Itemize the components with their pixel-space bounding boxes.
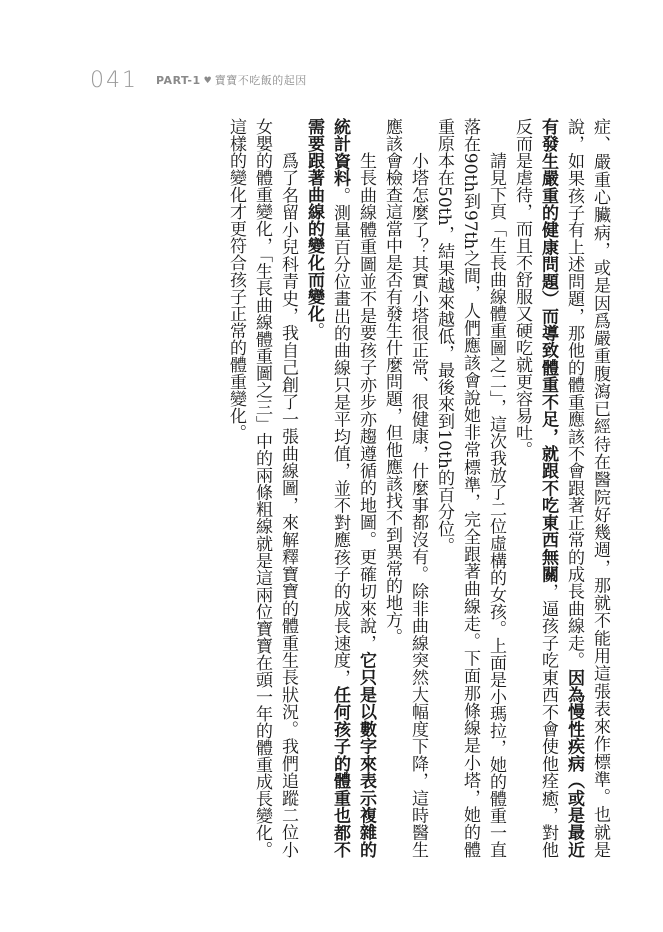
text-run: 請見下頁「生長曲線體重圖之二」，這次我放了二位虛構的女孩。上面是小瑪拉，她的體重一直落在90th到97th之間，人們應該會說她非常標準，完全跟著曲線走。下面那條線是小塔，她的體重原本在50th，結果越來越低，最後來到10th的百分位。: [434, 118, 506, 858]
paragraph: [431, 118, 509, 858]
bold-text-run: 因為慢性疾病（或是最近有發生嚴重的健康問題）而導致體重不足，就跟不吃東西無關: [538, 118, 584, 859]
bold-text-run: 任何孩子的體重也都不需要跟著曲線的變化而變化: [304, 118, 350, 859]
bold-text-run: 它只是以數字來表示複雜的統計資料: [330, 118, 376, 859]
heart-icon: ♥: [203, 76, 212, 86]
paragraph: [301, 118, 379, 858]
part-label: PART-1: [156, 74, 201, 87]
body-text: [223, 118, 613, 858]
text-run: 症、嚴重心臟病，或是因爲嚴重腹瀉已經待在醫院好幾週，那就不能用這張表來作標準。也就是說，如果孩子有上述問題，那他的體重應該不會跟著正常的成長曲線走。: [564, 118, 610, 858]
paragraph: [223, 118, 301, 858]
text-run: 。測量百分位畫出的曲線只是平均值，並不對應孩子的成長速度，: [330, 186, 350, 687]
paragraph: [379, 118, 431, 858]
text-run: 小塔怎麼了？其實小塔很正常、很健康，什麼事都沒有。除非曲線突然大幅度下降，這時醫生應該會檢查這當中是否有發生什麼問題，但他應該找不到異常的地方。: [382, 118, 428, 858]
text-run: 。: [304, 322, 324, 339]
text-run: ，逼孩子吃東西不會使他痊癒，對他反而是虐待，而且不舒服又硬吃就更容易吐。: [512, 118, 558, 859]
chapter-title: 寶寶不吃飯的起因: [214, 74, 307, 87]
running-header: [156, 74, 307, 88]
text-run: 生長曲線體重圖並不是要孩子亦步亦趨遵循的地圖。更確切來說，: [356, 152, 376, 652]
text-run: 爲了名留小兒科青史，我自己創了一張曲線圖，來解釋寶寶的體重生長狀況。我們追蹤二位小女嬰的體重變化，「生長曲線體重圖之三」中的兩條粗線就是這兩位寶寶在頭一年的體重成長變化。這樣的變化才更符合孩子正常的體重變化。: [226, 118, 298, 858]
paragraph: [509, 118, 613, 858]
page-number: 041: [90, 68, 138, 93]
